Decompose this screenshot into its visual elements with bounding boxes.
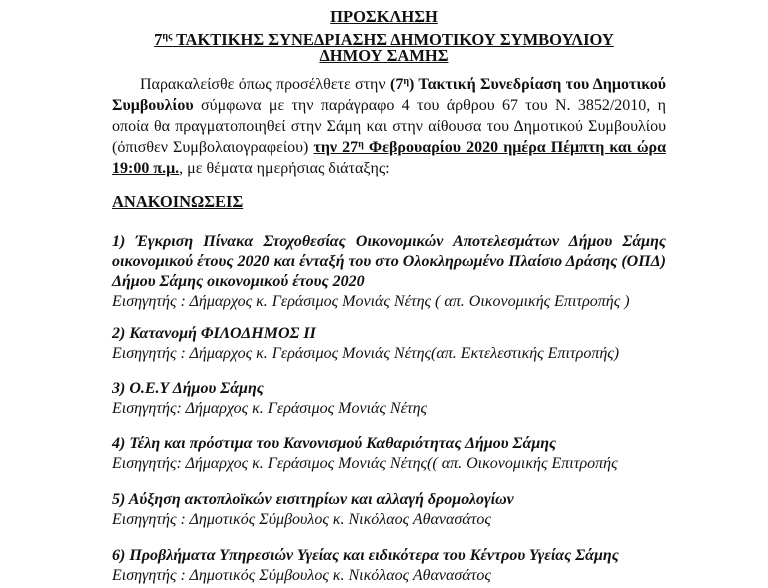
intro-session: Τακτική Συνεδρίαση του Δημοτικού Συμβουλίου	[112, 76, 666, 114]
date-pre: την 27	[313, 139, 359, 156]
intro-number-end: )	[409, 76, 415, 93]
agenda-item-6-rapporteur: Εισηγητής : Δημοτικός Σύμβουλος κ. Νικόλαος Αθανασάτος	[112, 567, 491, 584]
intro-number-sup: η	[403, 76, 409, 87]
meeting-heading-text: ΤΑΚΤΙΚΗΣ ΣΥΝΕΔΡΙΑΣΗΣ ΔΗΜΟΤΙΚΟΥ ΣΥΜΒΟΥΛΙΟΥ	[172, 30, 614, 49]
agenda-item-3-title: 3) Ο.Ε.Υ Δήμου Σάμης	[112, 380, 264, 397]
agenda-item-4-title: 4) Τέλη και πρόστιμα του Κανονισμού Καθαριότητας Δήμου Σάμης	[112, 435, 557, 452]
section-title: ΑΝΑΚΟΙΝΩΣΕΙΣ	[112, 192, 244, 211]
title-text: ΠΡΟΣΚΛΗΣΗ	[330, 7, 438, 26]
intro-text-2: σύμφωνα με την παράγραφο 4 του άρθρου 67 του Ν. 3852/2010, η οποία θα πραγματοποιηθεί στην Σάμη και στην αίθουσα του Δημοτικού Συμβουλίου (όπισθεν Συμβολαιογραφείου)	[112, 97, 666, 156]
agenda-item-2-title: 2) Κατανομή ΦΙΛΟΔΗΜΟΣ ΙΙ	[112, 325, 316, 342]
intro-text-3: , με θέματα ημερήσιας διάταξης:	[179, 160, 390, 177]
meeting-number-suffix: ης	[162, 31, 173, 42]
agenda-item-4-rapporteur: Εισηγητής: Δήμαρχος κ. Γεράσιμος Μονιάς Νέτης(( απ. Οικονομικής Επιτροπής	[112, 455, 618, 472]
agenda-item-1-rapporteur: Εισηγητής : Δήμαρχος κ. Γεράσιμος Μονιάς Νέτης ( απ. Οικονομικής Επιτροπής )	[112, 293, 630, 310]
municipality-text: ΔΗΜΟΥ ΣΑΜΗΣ	[319, 46, 449, 65]
intro-paragraph	[112, 74, 666, 179]
agenda-item-1-title: 1) Έγκριση Πίνακα Στοχοθεσίας Οικονομικών Αποτελεσμάτων Δήμου Σάμης οικονομικού έτους 2020 και ένταξή του στο Ολοκληρωμένο Πλαίσιο Δράσης (ΟΠΔ) Δήμου Σάμης οικονομικού έτους 2020	[112, 233, 666, 290]
agenda-item-5-title: 5) Αύξηση ακτοπλοϊκών εισιτηρίων και αλλαγή δρομολογίων	[112, 491, 514, 508]
agenda-item-2-rapporteur: Εισηγητής : Δήμαρχος κ. Γεράσιμος Μονιάς Νέτης(απ. Εκτελεστικής Επιτροπής)	[112, 345, 620, 362]
date-post: Φεβρουαρίου 2020 ημέρα Πέμπτη και ώρα 19:00 π.μ.	[112, 139, 667, 177]
intro-number: (7	[389, 76, 404, 93]
document-title	[0, 8, 768, 26]
date-sup: η	[358, 139, 364, 150]
meeting-number: 7	[154, 30, 163, 49]
agenda-item-6-title: 6) Προβλήματα Υπηρεσιών Υγείας και ειδικότερα του Κέντρου Υγείας Σάμης	[112, 547, 619, 564]
agenda-item-3-rapporteur: Εισηγητής: Δήμαρχος κ. Γεράσιμος Μονιάς Νέτης	[112, 400, 428, 417]
intro-text-1: Παρακαλείσθε όπως προσέλθετε στην	[140, 76, 390, 93]
agenda-item-5-rapporteur: Εισηγητής : Δημοτικός Σύμβουλος κ. Νικόλαος Αθανασάτος	[112, 511, 491, 528]
municipality-heading	[0, 47, 768, 65]
